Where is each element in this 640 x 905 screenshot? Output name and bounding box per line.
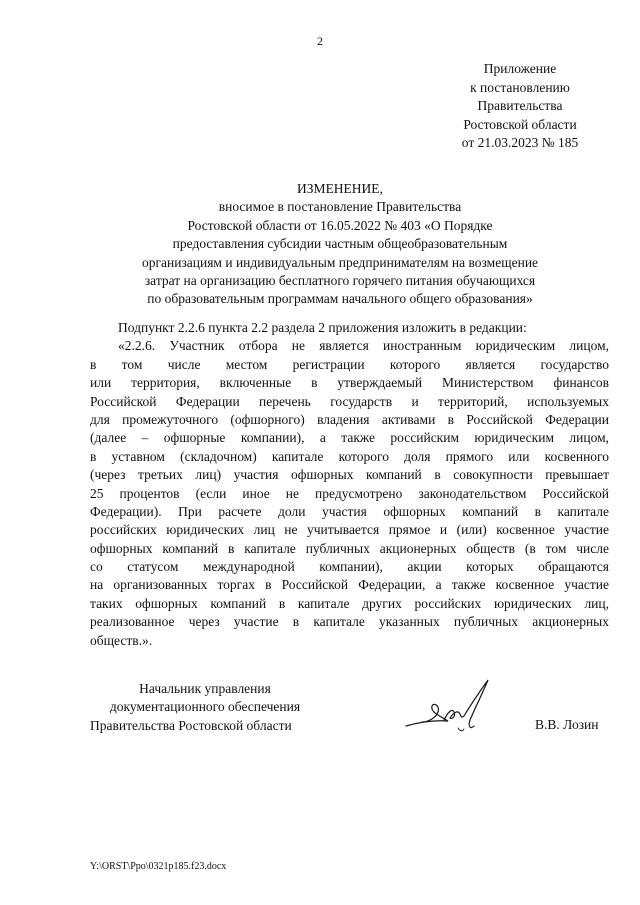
body-line: на организованных торгах в Российской Федерации, а также косвенное участие [90, 577, 609, 593]
handwritten-signature [400, 676, 510, 742]
body-line: в уставном (складочном) капитале которого доля прямого или косвенного [90, 448, 609, 464]
body-line: реализованное через участие в капитале указанных публичных акционерных [90, 614, 609, 630]
appendix-line: Приложение [483, 61, 557, 76]
title-line: организациям и индивидуальным предпринимателям на возмещение [141, 254, 539, 270]
body-line: 25 процентов (если иное не предусмотрено законодательством Российской [90, 485, 609, 501]
body-line: офшорных компаний в капитале публичных акционерных обществ (в том числе [90, 540, 609, 556]
title-heading: ИЗМЕНЕНИЕ, [297, 181, 383, 196]
title-line: вносимое в постановление Правительства [218, 199, 462, 215]
page-number: 2 [317, 34, 323, 48]
body-line: со статусом международной компании), акции которых обращаются [90, 559, 609, 575]
appendix-line: к постановлению [470, 79, 570, 95]
appendix-header [430, 60, 610, 153]
signatory-position-line: Правительства Ростовской области [90, 717, 292, 733]
appendix-line: Ростовской области [463, 116, 577, 132]
signatory-position-line: документационного обеспечения [109, 699, 301, 715]
document-title [80, 180, 600, 309]
body-line: российских юридических лиц не учитывается прямое и (или) косвенное участие [90, 522, 609, 538]
body-line: (через третьих лиц) участия офшорных компаний в совокупности превышает [90, 467, 609, 483]
title-line: затрат на организацию бесплатного горячего питания обучающихся [144, 273, 536, 289]
title-line: по образовательным программам начального общего образования» [147, 291, 533, 307]
body-line: обществ.». [90, 632, 153, 648]
body-line: (далее – офшорные компании), а также российским юридическим лицом, [90, 430, 609, 446]
appendix-line: Правительства [477, 98, 563, 113]
body-text [90, 319, 609, 650]
body-line: в том числе местом регистрации которого является государство [90, 356, 609, 372]
appendix-line: от 21.03.2023 № 185 [461, 135, 579, 150]
signatory-position-line: Начальник управления [139, 681, 271, 696]
body-line: или территория, включенные в утверждаемый Министерством финансов [90, 375, 609, 391]
footer-file-path: Y:\ORST\Ppo\0321p185.f23.docx [90, 861, 227, 872]
body-line: таких офшорных компаний в капитале других российских юридических лиц, [90, 595, 609, 611]
title-line: предоставления субсидии частным общеобразовательным [172, 236, 508, 252]
body-line: для промежуточного (офшорного) владения активами в Российской Федерации [90, 411, 609, 427]
body-line: «2.2.6. Участник отбора не является иностранным юридическим лицом, [118, 338, 609, 354]
signatory-name: В.В. Лозин [535, 717, 599, 732]
signatory-position [90, 680, 320, 735]
body-line: Федерации). При расчете доли участия офшорных компаний в капитале [90, 503, 609, 519]
body-line: Российской Федерации перечень государств и территорий, используемых [90, 393, 609, 409]
body-line: Подпункт 2.2.6 пункта 2.2 раздела 2 приложения изложить в редакции: [118, 320, 527, 335]
title-line: Ростовской области от 16.05.2022 № 403 «О Порядке [187, 217, 493, 233]
